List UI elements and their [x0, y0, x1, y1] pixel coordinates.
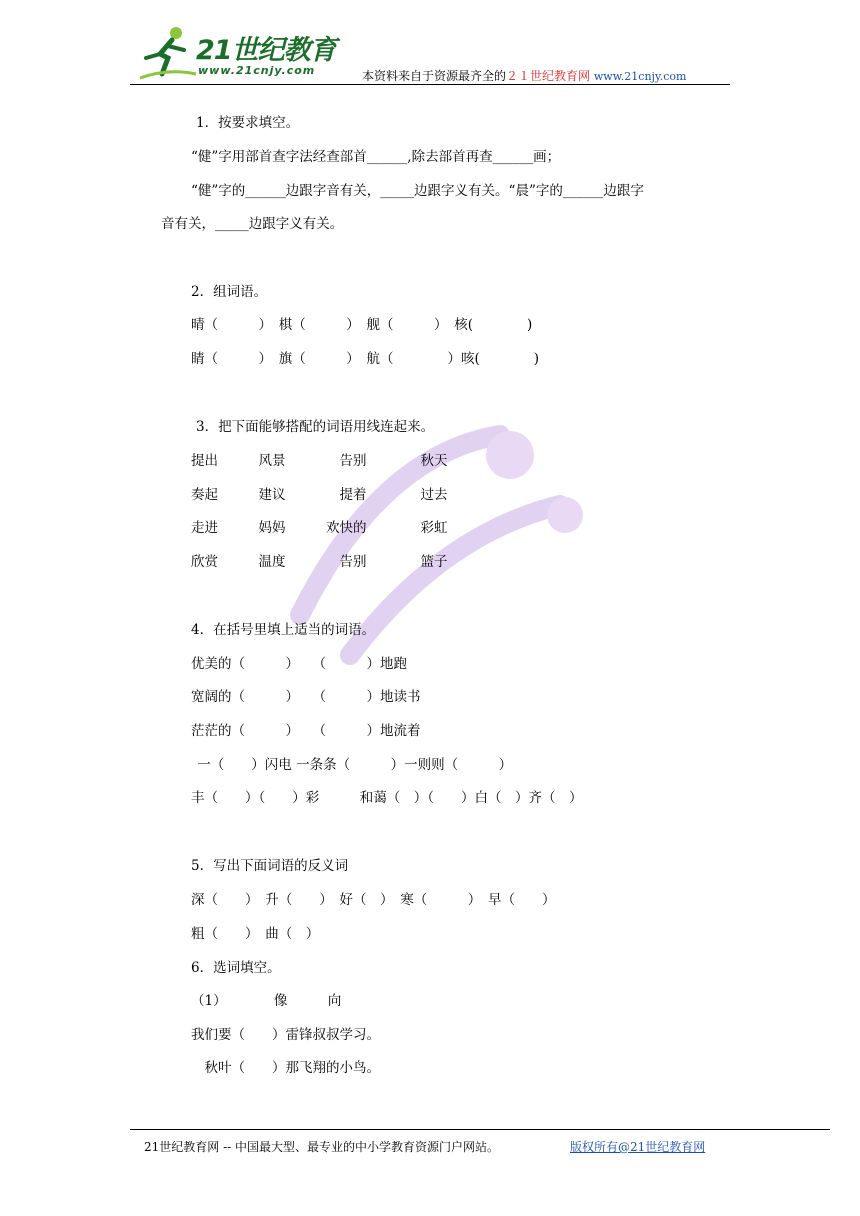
- header-note-prefix: 本资料来自于资源最齐全的: [362, 69, 507, 83]
- text-line: 6．选词填空。: [191, 960, 281, 976]
- text-line: 丰（ ）（ ）彩 和蔼（ ）（ ）白（ ）齐（ ）: [191, 790, 583, 806]
- runner-icon: [138, 24, 198, 82]
- footer-description: 21世纪教育网 -- 中国最大型、最专业的中小学教育资源门户网站。: [144, 1140, 500, 1154]
- footer-copyright-link[interactable]: 版权所有@21世纪教育网: [570, 1140, 706, 1154]
- text-line: 宽阔的（ ） （ ）地读书: [191, 689, 421, 705]
- text-line: “健”字的______边跟字音有关，_____边跟字义有关。“晨”字的______边跟字: [191, 183, 644, 199]
- header-divider: [130, 84, 730, 85]
- text-line: 优美的（ ） （ ）地跑: [191, 656, 407, 672]
- text-line: 走进 妈妈 欢快的 彩虹: [191, 520, 448, 536]
- text-line: 我们要（ ）雷锋叔叔学习。: [191, 1027, 380, 1043]
- logo-text: 21世纪教育: [196, 35, 336, 66]
- header-note-brand: ２１世纪教育网: [506, 69, 591, 83]
- text-line: “健”字用部首查字法经查部首______,除去部首再查______画；: [191, 149, 561, 165]
- text-line: 提出 风景 告别 秋天: [191, 453, 448, 469]
- text-line: 1．按要求填空。: [196, 115, 300, 131]
- text-line: 睛（ ） 旗（ ） 航（ ）咳( ): [191, 351, 540, 367]
- footer-divider: [130, 1129, 830, 1130]
- text-line: 茫茫的（ ） （ ）地流着: [191, 723, 421, 739]
- text-line: 音有关，_____边跟字义有关。: [161, 216, 344, 232]
- text-line: 5．写出下面词语的反义词: [191, 858, 349, 874]
- site-logo: [138, 24, 338, 82]
- text-line: 粗（ ） 曲（ ）: [191, 926, 320, 942]
- text-line: 奏起 建议 提着 过去: [191, 487, 448, 503]
- text-line: 深（ ） 升（ ） 好（ ） 寒（ ） 早（ ）: [191, 892, 556, 908]
- text-line: 4．在括号里填上适当的词语。: [191, 622, 376, 638]
- header-note-url[interactable]: www.21cnjy.com: [593, 70, 687, 83]
- text-line: 一（ ）闪电 一条条（ ）一则则（ ）: [193, 757, 513, 773]
- header-note: [362, 67, 686, 84]
- text-line: 2．组词语。: [191, 284, 268, 300]
- text-line: （1） 像 向: [191, 993, 342, 1009]
- text-line: 3．把下面能够搭配的词语用线连起来。: [196, 419, 435, 435]
- text-line: 欣赏 温度 告别 篮子: [191, 554, 448, 570]
- text-line: 秋叶（ ）那飞翔的小鸟。: [191, 1060, 380, 1076]
- text-line: 晴（ ） 棋（ ） 舰（ ） 核( ): [191, 317, 533, 333]
- logo-url: www.21cnjy.com: [198, 64, 316, 77]
